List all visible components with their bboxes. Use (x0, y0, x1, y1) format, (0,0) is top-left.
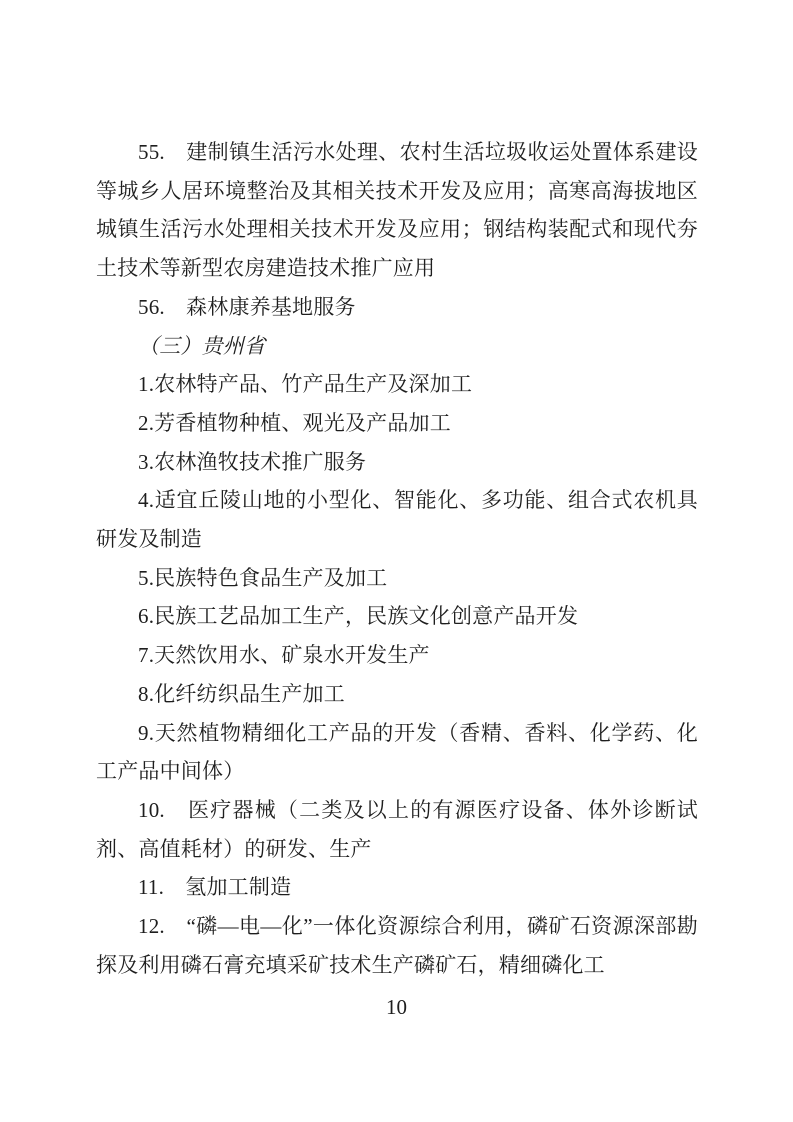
para-item-56: 56. 森林康养基地服务 (138, 294, 356, 319)
list-item-6: 6.民族工艺品加工生产，民族文化创意产品开发 (138, 604, 579, 629)
list-item-5: 5.民族特色食品生产及加工 (138, 565, 388, 590)
list-item-8: 8.化纤纺织品生产加工 (138, 681, 345, 706)
para-item-55: 55. 建制镇生活污水处理、农村生活垃圾收运处置体系建设等城乡人居环境整治及其相关技术开发及应用；高寒高海拔地区城镇生活污水处理相关技术开发及应用；钢结构装配式和现代夯土技术等新型农房建造技术推广应用 (96, 140, 698, 281)
page-number: 10 (386, 995, 407, 1019)
list-item-9: 9.天然植物精细化工产品的开发（香精、香料、化学药、化工产品中间体） (96, 720, 698, 784)
list-item-4: 4.适宜丘陵山地的小型化、智能化、多功能、组合式农机具研发及制造 (96, 488, 698, 552)
section-heading-guizhou: （三）贵州省 (138, 333, 266, 358)
list-item-12: 12. “磷—电—化”一体化资源综合利用，磷矿石资源深部勘探及利用磷石膏充填采矿技术生产磷矿石，精细磷化工 (96, 914, 698, 977)
page-content (96, 133, 698, 984)
list-item-1: 1.农林特产品、竹产品生产及深加工 (138, 372, 473, 397)
list-item-3: 3.农林渔牧技术推广服务 (138, 449, 367, 474)
list-item-10: 10. 医疗器械（二类及以上的有源医疗设备、体外诊断试剂、高值耗材）的研发、生产 (96, 797, 698, 861)
list-item-11: 11. 氢加工制造 (138, 875, 292, 900)
list-item-7: 7.天然饮用水、矿泉水开发生产 (138, 643, 430, 668)
list-item-2: 2.芳香植物种植、观光及产品加工 (138, 410, 451, 435)
